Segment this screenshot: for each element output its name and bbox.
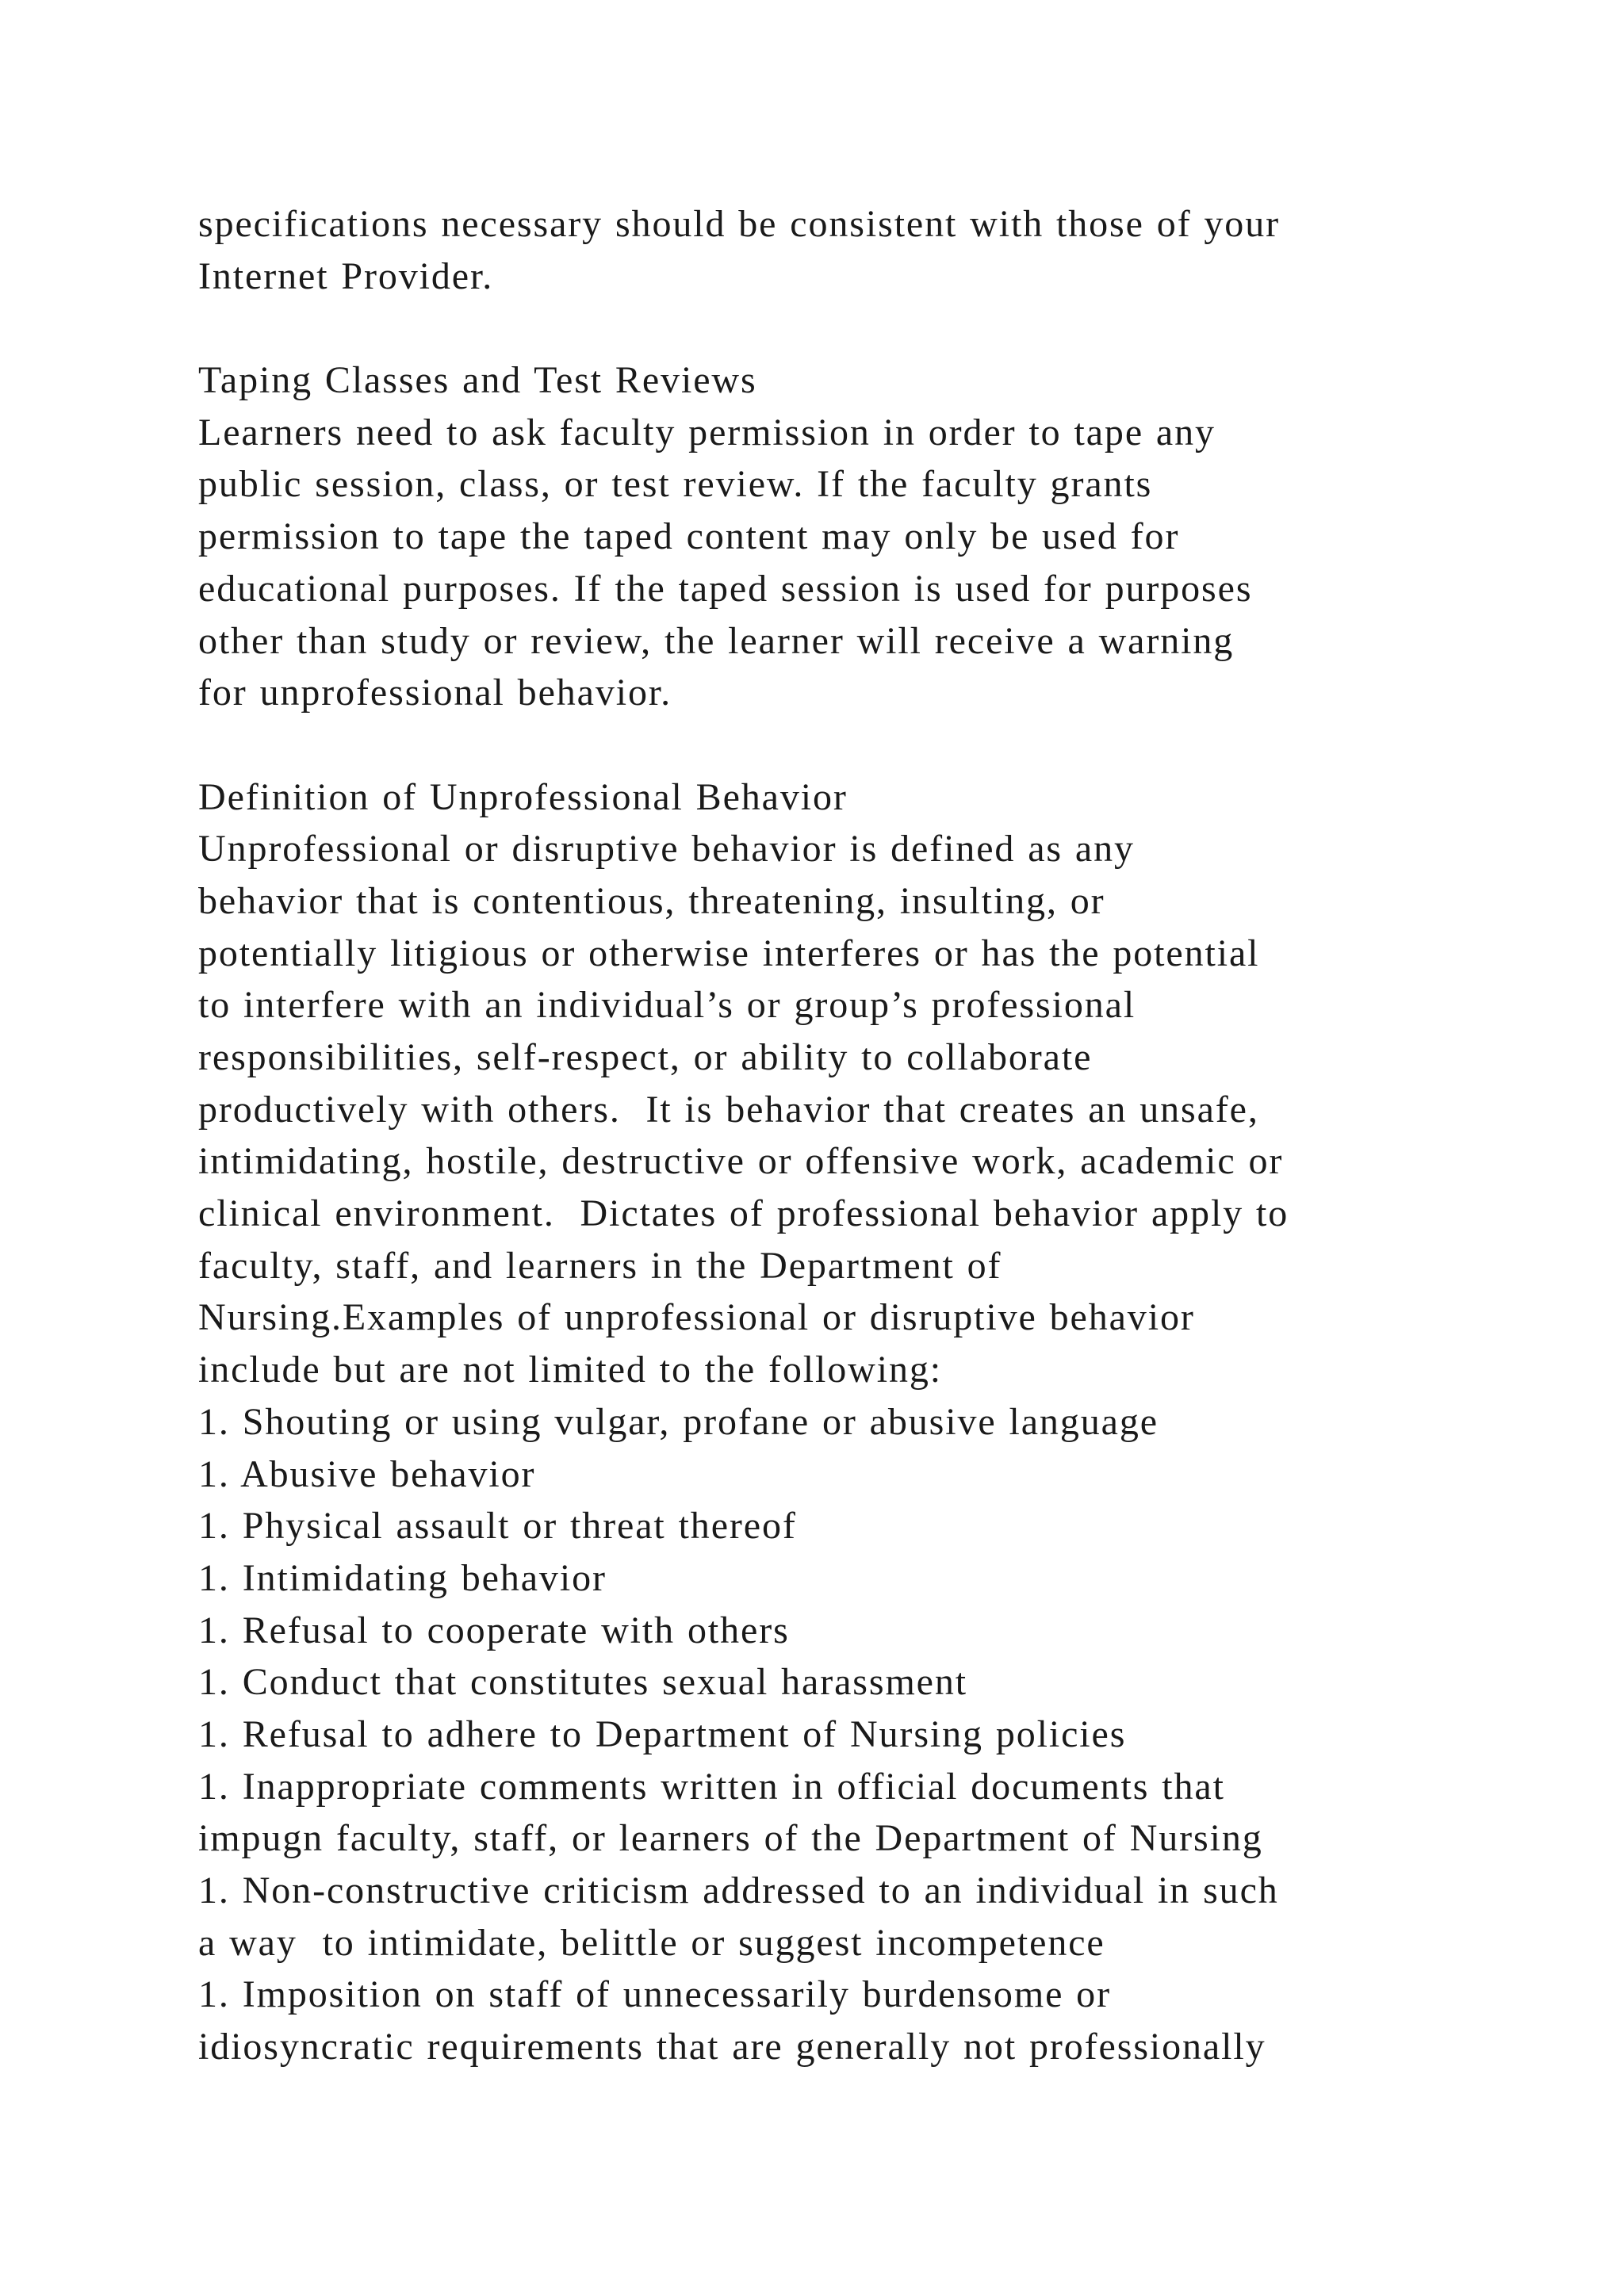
list-item-text: Shouting or using vulgar, profane or abusive language [242,1400,1159,1443]
list-marker: 1. [198,1505,230,1548]
body-line: other than study or review, the learner will receive a warning [198,619,1235,662]
list-item-continuation: a way to intimidate, belittle or suggest incompetence [198,1921,1105,1964]
list-item-continuation: idiosyncratic requirements that are generally not professionally [198,2026,1266,2068]
list-item-text: Imposition on staff of unnecessarily burdensome or [242,1973,1111,2016]
body-line: clinical environment. Dictates of professional behavior apply to [198,1192,1289,1235]
list-item-text: Refusal to cooperate with others [242,1609,790,1651]
body-line: permission to tape the taped content may only be used for [198,515,1180,558]
list-item [198,1969,1483,2021]
body-line: faculty, staff, and learners in the Department of [198,1244,1002,1287]
list-item-text: Refusal to adhere to Department of Nursing policies [242,1712,1127,1755]
list-marker: 1. [198,1661,230,1704]
list-marker: 1. [198,1973,230,2016]
list-marker: 1. [198,1765,230,1808]
list-marker: 1. [198,1869,230,1911]
section-heading-taping: Taping Classes and Test Reviews [198,359,757,402]
list-item [198,1500,1483,1552]
body-line: potentially litigious or otherwise interferes or has the potential [198,932,1260,974]
list-item-text: Physical assault or threat thereof [242,1505,797,1548]
list-marker: 1. [198,1452,230,1495]
list-marker: 1. [198,1609,230,1651]
document-body [198,198,1483,2073]
list-item-text: Inappropriate comments written in official documents that [242,1765,1225,1808]
list-item [198,1605,1483,1657]
body-line: Learners need to ask faculty permission in order to tape any [198,411,1216,453]
list-item [198,1448,1483,1501]
behavior-list [198,1396,1483,2073]
body-line: productively with others. It is behavior that creates an unsafe, [198,1088,1259,1131]
body-line: behavior that is contentious, threatening, insulting, or [198,879,1105,922]
body-line: public session, class, or test review. If the faculty grants [198,463,1153,506]
list-item [198,1865,1483,1917]
body-line: for unprofessional behavior. [198,672,672,714]
list-marker: 1. [198,1556,230,1599]
list-item [198,1396,1483,1448]
list-marker: 1. [198,1400,230,1443]
list-item [198,1761,1483,1813]
list-item-text: Intimidating behavior [242,1556,607,1599]
body-line: Nursing.Examples of unprofessional or disruptive behavior [198,1296,1195,1339]
list-item-text: Abusive behavior [240,1452,536,1495]
body-line: Unprofessional or disruptive behavior is defined as any [198,828,1135,871]
list-item-text: Non-constructive criticism addressed to an individual in such [242,1869,1279,1911]
body-line: responsibilities, self-respect, or ability to collaborate [198,1036,1093,1078]
body-line: include but are not limited to the following: [198,1349,942,1391]
list-item [198,1552,1483,1605]
body-line: to interfere with an individual’s or group’s professional [198,984,1136,1027]
list-item [198,1709,1483,1761]
body-line: specifications necessary should be consistent with those of your [198,203,1280,245]
list-item-text: Conduct that constitutes sexual harassment [242,1661,968,1704]
body-line: intimidating, hostile, destructive or offensive work, academic or [198,1140,1284,1183]
list-marker: 1. [198,1712,230,1755]
list-item-continuation: impugn faculty, staff, or learners of the Department of Nursing [198,1817,1263,1860]
list-item [198,1656,1483,1709]
body-line: Internet Provider. [198,254,494,297]
paragraph-gap [198,302,1483,354]
section-heading-unprofessional: Definition of Unprofessional Behavior [198,775,848,818]
paragraph-gap [198,719,1483,771]
body-line: educational purposes. If the taped session is used for purposes [198,567,1253,610]
